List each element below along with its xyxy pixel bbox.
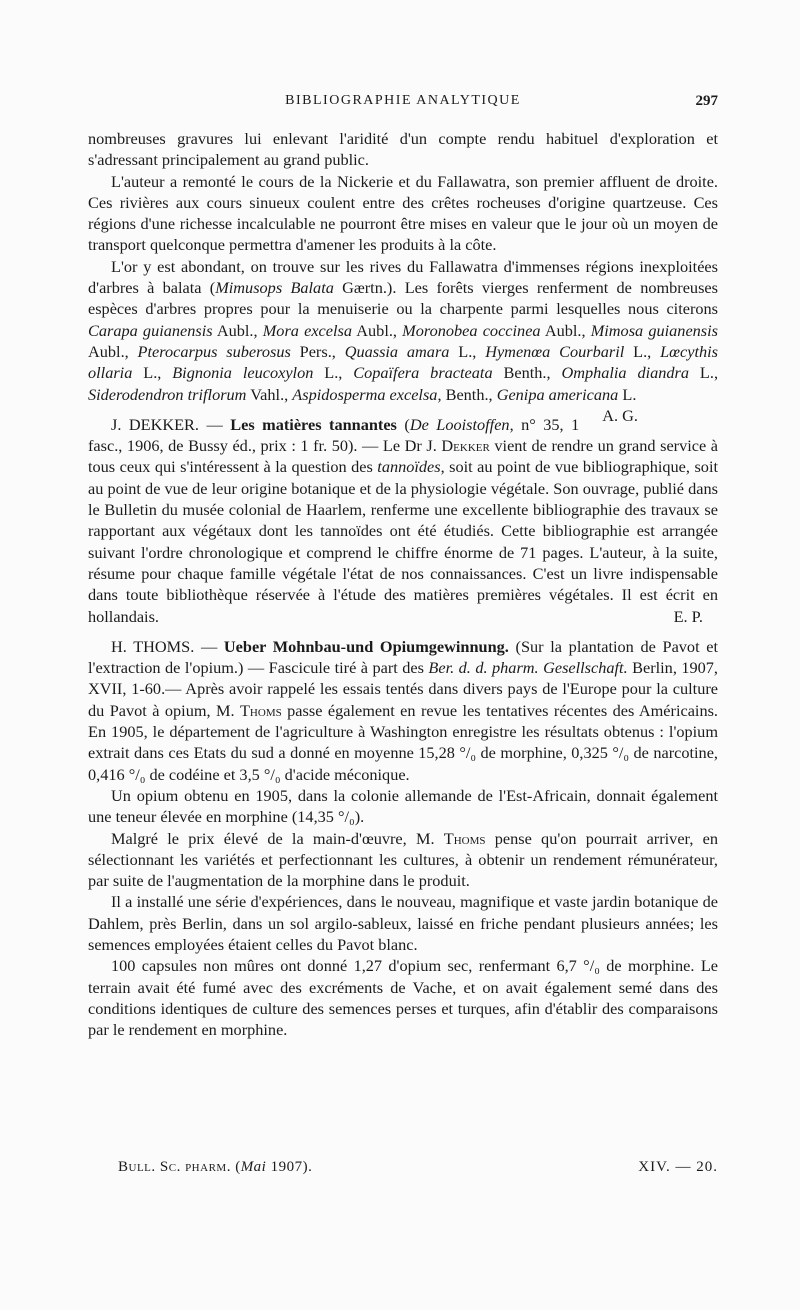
text-run: L'or y est abondant, on trouve sur les rives du Fallawatra d'immenses régions inexploitées d'arbres à balata ( bbox=[88, 256, 718, 298]
review2-text-2: , soit au point de vue bibliographique, soit au point de vue de leur origine botanique et de la physiologie végétale. Son ouvrage, publié dans le Bulletin du musée colonial de Haarlem, renferme une excellente bibliographie des travaux se rapportant aux végétaux dont les tannoïdes ont été étudiés. Cette bibliographie est arrangée suivant l'ordre chronologique et comprend le chiffre énorme de 71 pages. L'auteur, à la suite, résume pour chaque famille végétale l'état de nos connaissances. C'est un livre indispensable dans toute bibliothèque réservée à l'étude des matières premières végétales. Il est écrit en hollandais. bbox=[88, 457, 718, 626]
review3-text-2: Berlin, 1907, XVII, 1-60.— Après avoir rappelé les essais tentés dans divers pays de l'Europe pour la culture du Pavot à opium, M. bbox=[88, 658, 718, 720]
text-run: L., bbox=[132, 363, 173, 383]
species-name: Bignonia leucoxylon bbox=[172, 363, 314, 383]
text-run: L., bbox=[689, 363, 719, 383]
review3-p3-text-b: pense qu'on pourrait arriver, en sélectionnant les variétés et perfectionnant les cultures, à obtenir un rendement rémunérateur, par suite de l'augmentation de la morphine dans le produit. bbox=[88, 828, 718, 891]
text-run: L., bbox=[449, 341, 486, 361]
footer-month: Mai bbox=[240, 1159, 267, 1175]
review3-author: H. THOMS. bbox=[111, 636, 195, 656]
species-name: Genipa americana bbox=[496, 384, 619, 404]
footer-signature-mark: XIV. — 20. bbox=[638, 1159, 718, 1175]
review3-journal: Ber. d. d. pharm. Gesellschaft. bbox=[428, 658, 628, 678]
text-run: Benth., bbox=[492, 363, 562, 383]
species-name: Copaïfera bracteata bbox=[353, 363, 493, 383]
review3-paragraph-5: 100 capsules non mûres ont donné 1,27 d'opium sec, renfermant 6,7 °/₀ de morphine. Le terrain avait été fumé avec des excréments de Vache, et on avait également semé dans des conditions identiques de culture des semences perses et turques, afin d'établir des comparaisons par le rendement en morphine. bbox=[88, 956, 718, 1040]
text-run: Aubl., bbox=[212, 320, 263, 340]
footer-year: 1907). bbox=[266, 1159, 313, 1175]
species-name: Mora excelsa bbox=[262, 320, 353, 340]
footer-journal bbox=[118, 1159, 312, 1176]
review2-text-1: vient de rendre un grand service à tous ceux qui s'intéressent à la question des bbox=[88, 436, 719, 477]
species-name: Lœcythis ollaria bbox=[88, 341, 718, 383]
review1-species-list bbox=[88, 257, 718, 404]
review3-text-1: (Sur la plantation de Pavot et l'extraction de l'opium.) — Fascicule tiré à part des bbox=[88, 636, 719, 678]
review1-paragraph-2: L'auteur a remonté le cours de la Nickerie et du Fallawatra, son premier affluent de droite. Ces rivières aux cours sinueux coulent entre des crêtes rocheuses d'origine quartzeuse. Ces régions d'une richesse incalculable ne pourront être mises en valeur que le jour où un moyen de transport quelconque permettra d'amener les produits à la côte. bbox=[88, 171, 718, 255]
review2-paragraph bbox=[88, 414, 718, 627]
review3-title: Ueber Mohnbau-und Opiumgewinnung. bbox=[223, 636, 509, 656]
species-name: Moronobea coccinea bbox=[402, 320, 541, 340]
review3-text-3: passe également en revue les tentatives récentes des Américains. En 1905, le département de l'agriculture à Washington enregistre les résultats obtenus : l'opium extrait dans ces Etats du sud a donné en moyenne 15,28 °/₀ de morphine, 0,325 °/₀ de narcotine, 0,416 °/₀ de codéine et 3,5 °/₀ d'acide méconique. bbox=[88, 700, 719, 784]
text-run: Gærtn.). Les forêts vierges renferment de nombreuses espèces d'arbres propres pour la menuiserie ou la charpente parmi lesquelles nous citerons bbox=[88, 278, 718, 319]
review3-p3-text-a: Malgré le prix élevé de la main-d'œuvre, M. bbox=[111, 828, 444, 848]
review1-paragraph-1: nombreuses gravures lui enlevant l'aridité d'un compte rendu habituel d'exploration et s'adressant principalement au grand public. bbox=[88, 129, 718, 170]
text-run: Pers., bbox=[290, 341, 345, 361]
review3-paragraph-4: Il a installé une série d'expériences, dans le nouveau, magnifique et vaste jardin botanique de Dahlem, près Berlin, dans un sol argilo-sableux, laissé en friche pendant plusieurs années; les semences employées étaient celles du Pavot blanc. bbox=[88, 892, 718, 954]
review3-dash: — bbox=[194, 636, 224, 656]
review3-paragraph-2: Un opium obtenu en 1905, dans la colonie allemande de l'Est-Africain, donnait également une teneur élevée en morphine (14,35 °/₀). bbox=[88, 785, 718, 827]
page-number: 297 bbox=[695, 93, 718, 109]
page-body bbox=[88, 128, 718, 1040]
species-name: Mimosa guianensis bbox=[590, 320, 718, 340]
footer-journal-name: Bull. Sc. pharm. ( bbox=[118, 1159, 241, 1175]
running-header bbox=[88, 93, 718, 113]
species-name: Hymenœa Courbaril bbox=[485, 341, 625, 361]
review2-journal: De Looistoffen bbox=[409, 414, 510, 434]
running-title: BIBLIOGRAPHIE ANALYTIQUE bbox=[285, 93, 521, 108]
text-run: L. bbox=[618, 384, 637, 404]
review2-citation: , n° 35, 1 fasc., 1906, de Bussy éd., prix : 1 fr. 50). — Le Dr bbox=[88, 414, 580, 456]
review3-paragraph-3 bbox=[88, 828, 718, 892]
text-run: Vahl., bbox=[246, 384, 293, 404]
review2-title: Les matières tannantes bbox=[230, 414, 397, 434]
review2-term: tannoïdes bbox=[377, 457, 441, 477]
text-run: Aubl., bbox=[352, 320, 403, 340]
text-run: Aubl., bbox=[88, 341, 138, 361]
species-name: Pterocarpus suberosus bbox=[137, 341, 291, 361]
species-name: Siderodendron triflorum bbox=[88, 384, 247, 404]
species-name: Carapa guianensis bbox=[88, 320, 213, 340]
species-name: Quassia amara bbox=[344, 341, 450, 361]
text-run: , Benth., bbox=[437, 384, 497, 404]
species-name: Mimusops Balata bbox=[215, 278, 334, 298]
review3-author-ref: Thoms bbox=[239, 700, 282, 720]
review2-author-ref: J. Dekker bbox=[426, 436, 490, 456]
review3-paragraph-1 bbox=[88, 636, 718, 785]
review2-signature: E. P. bbox=[673, 606, 703, 626]
review2-author: J. DEKKER. bbox=[111, 414, 199, 434]
review1-signature: A. G. bbox=[602, 405, 638, 425]
species-name: Omphalia diandra bbox=[561, 363, 690, 383]
review2-dash: — bbox=[199, 414, 231, 434]
text-run: Aubl., bbox=[540, 320, 591, 340]
text-run: L., bbox=[624, 341, 661, 361]
review3-p3-author: Thoms bbox=[443, 828, 486, 848]
review2-paren: ( bbox=[396, 414, 410, 434]
text-run: L., bbox=[313, 363, 354, 383]
species-name: Aspidosperma excelsa bbox=[292, 384, 438, 404]
